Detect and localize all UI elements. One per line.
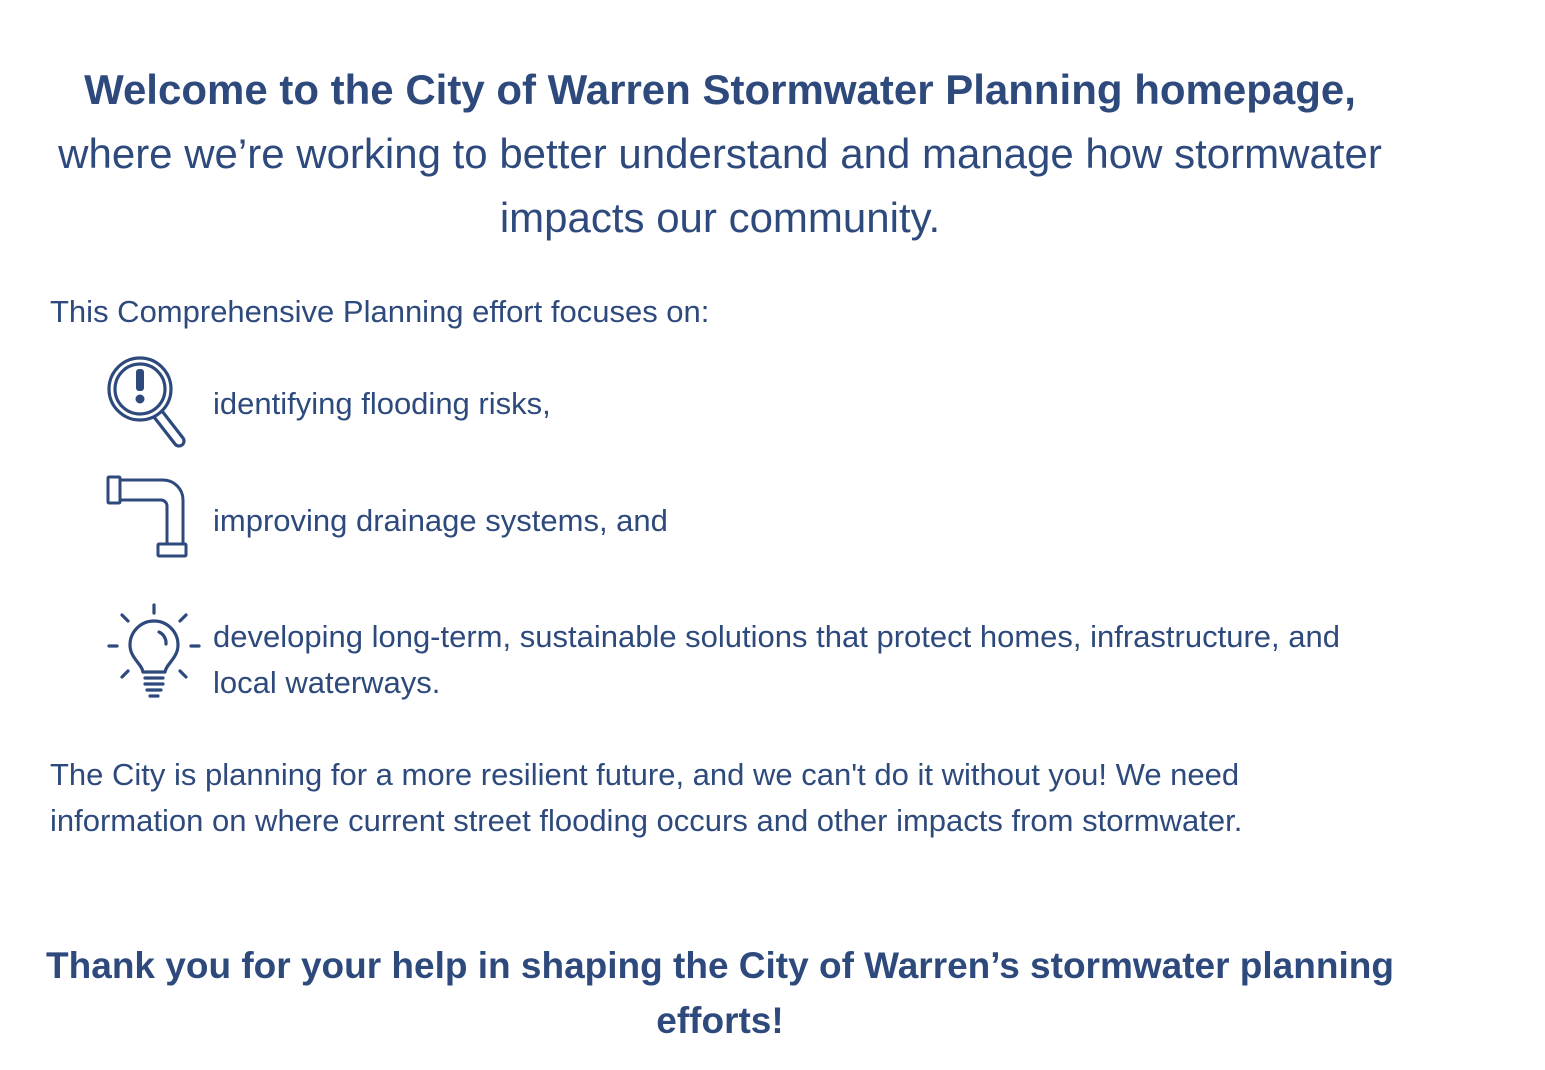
focus-item-label: identifying flooding risks, (213, 386, 551, 421)
closing-thanks: Thank you for your help in shaping the City of Warren’s stormwater planning efforts! (46, 945, 1394, 1041)
pipe-icon (105, 474, 191, 564)
headline-bold: Welcome to the City of Warren Stormwater Planning homepage, (84, 66, 1356, 113)
focus-item-label: improving drainage systems, and (213, 503, 668, 538)
magnifier-alert-icon (105, 356, 191, 448)
headline-rest: where we’re working to better understand and manage how stormwater impacts our community. (58, 130, 1382, 241)
call-to-action-text: The City is planning for a more resilient future, and we can't do it without you! We need information on where current street flooding occurs and other impacts from stormwater. (50, 757, 1243, 838)
intro-text: This Comprehensive Planning effort focuses on: (50, 294, 710, 329)
lightbulb-icon (105, 602, 205, 702)
page-headline (40, 58, 1400, 250)
focus-item-label: developing long-term, sustainable solutions that protect homes, infrastructure, and local waterways. (213, 619, 1340, 700)
